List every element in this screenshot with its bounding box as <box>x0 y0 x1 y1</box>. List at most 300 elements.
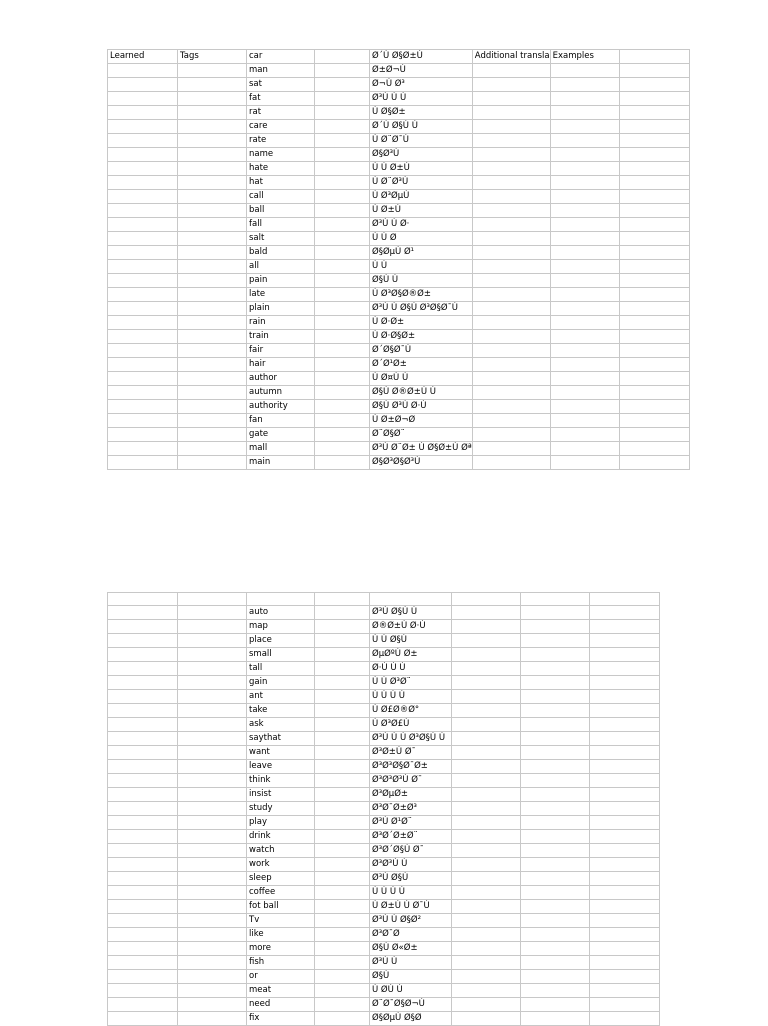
table-cell[interactable]: Ø³Ù Ø¹Ø¨ <box>370 816 452 830</box>
table-cell[interactable] <box>178 400 247 414</box>
table-cell[interactable] <box>452 984 521 998</box>
table-cell[interactable]: more <box>247 942 315 956</box>
table-cell[interactable] <box>108 120 178 134</box>
table-cell[interactable] <box>590 802 660 816</box>
table-cell[interactable] <box>472 344 550 358</box>
table-cell[interactable] <box>619 456 689 470</box>
table-cell[interactable] <box>619 386 689 400</box>
table-cell[interactable] <box>472 414 550 428</box>
table-cell[interactable] <box>521 593 590 606</box>
table-cell[interactable]: Ø§ØµÙ Ø§Ø <box>370 1012 452 1026</box>
table-cell[interactable] <box>550 302 619 316</box>
table-cell[interactable] <box>550 274 619 288</box>
table-cell[interactable] <box>452 732 521 746</box>
table-cell[interactable] <box>247 593 315 606</box>
table-cell[interactable] <box>315 232 370 246</box>
table-cell[interactable] <box>178 358 247 372</box>
table-cell[interactable] <box>178 942 247 956</box>
table-cell[interactable] <box>472 232 550 246</box>
table-cell[interactable] <box>619 428 689 442</box>
table-cell[interactable] <box>619 78 689 92</box>
table-cell[interactable] <box>108 442 178 456</box>
table-cell[interactable] <box>452 634 521 648</box>
table-cell[interactable] <box>108 344 178 358</box>
table-cell[interactable] <box>178 830 247 844</box>
table-cell[interactable] <box>178 788 247 802</box>
table-cell[interactable] <box>521 718 590 732</box>
table-cell[interactable] <box>521 844 590 858</box>
table-cell[interactable] <box>108 232 178 246</box>
table-cell[interactable] <box>315 176 370 190</box>
table-cell[interactable]: Ø³Ø¯Ø <box>370 928 452 942</box>
table-cell[interactable] <box>472 330 550 344</box>
table-cell[interactable] <box>108 414 178 428</box>
table-cell[interactable] <box>619 302 689 316</box>
table-cell[interactable] <box>178 774 247 788</box>
table-cell[interactable]: authority <box>247 400 315 414</box>
table-cell[interactable] <box>619 232 689 246</box>
table-cell[interactable] <box>315 344 370 358</box>
table-cell[interactable] <box>315 914 370 928</box>
table-cell[interactable] <box>315 900 370 914</box>
table-cell[interactable]: Ø§ØµÙ Ø¹ <box>370 246 473 260</box>
table-cell[interactable]: Ù Ù <box>370 260 473 274</box>
table-cell[interactable] <box>619 442 689 456</box>
table-cell[interactable] <box>108 92 178 106</box>
table-cell[interactable] <box>315 50 370 64</box>
table-cell[interactable] <box>178 816 247 830</box>
table-cell[interactable] <box>178 858 247 872</box>
table-cell[interactable] <box>521 676 590 690</box>
table-cell[interactable] <box>521 802 590 816</box>
table-cell[interactable] <box>178 648 247 662</box>
table-cell[interactable] <box>472 176 550 190</box>
table-cell[interactable] <box>521 690 590 704</box>
table-cell[interactable] <box>550 78 619 92</box>
table-cell[interactable]: fall <box>247 218 315 232</box>
table-cell[interactable] <box>619 134 689 148</box>
table-cell[interactable]: Ù Ø¨Ø¯Ù <box>370 134 473 148</box>
table-cell[interactable] <box>472 302 550 316</box>
table-cell[interactable] <box>550 120 619 134</box>
table-cell[interactable]: Ø§Ù Ø³Ù Ø·Ù <box>370 400 473 414</box>
table-cell[interactable] <box>178 900 247 914</box>
table-cell[interactable] <box>590 844 660 858</box>
table-cell[interactable] <box>521 606 590 620</box>
table-cell[interactable] <box>452 690 521 704</box>
table-cell[interactable] <box>315 106 370 120</box>
table-cell[interactable]: Tags <box>178 50 247 64</box>
table-cell[interactable] <box>108 400 178 414</box>
table-cell[interactable]: coffee <box>247 886 315 900</box>
table-cell[interactable] <box>590 718 660 732</box>
table-cell[interactable]: gain <box>247 676 315 690</box>
table-cell[interactable] <box>108 816 178 830</box>
table-cell[interactable]: author <box>247 372 315 386</box>
table-cell[interactable] <box>178 330 247 344</box>
table-cell[interactable] <box>315 956 370 970</box>
table-cell[interactable] <box>550 134 619 148</box>
table-cell[interactable] <box>521 942 590 956</box>
table-cell[interactable] <box>521 620 590 634</box>
table-cell[interactable] <box>108 330 178 344</box>
table-cell[interactable] <box>521 774 590 788</box>
table-cell[interactable] <box>108 928 178 942</box>
table-cell[interactable]: Ø³Ø±Ù Ø¯ <box>370 746 452 760</box>
table-cell[interactable] <box>590 942 660 956</box>
table-cell[interactable]: place <box>247 634 315 648</box>
table-cell[interactable] <box>452 593 521 606</box>
table-cell[interactable] <box>521 830 590 844</box>
table-cell[interactable] <box>452 886 521 900</box>
table-cell[interactable]: Ø³Ù Ù Ø§Ù Ø³Ø§Ø¯Ù <box>370 302 473 316</box>
table-cell[interactable] <box>315 288 370 302</box>
table-cell[interactable]: Ø¬Ù Ø³ <box>370 78 473 92</box>
table-cell[interactable] <box>521 914 590 928</box>
table-cell[interactable]: Ù Ø±Ù Ù Ø¯Ù <box>370 900 452 914</box>
table-cell[interactable]: Ø³Ù Ù Ù Ø³Ø§Ù Ù <box>370 732 452 746</box>
table-cell[interactable]: take <box>247 704 315 718</box>
table-cell[interactable] <box>178 232 247 246</box>
table-cell[interactable] <box>178 984 247 998</box>
table-cell[interactable]: small <box>247 648 315 662</box>
table-cell[interactable] <box>108 190 178 204</box>
table-cell[interactable]: Ø³Ù Ø§Ù Ù <box>370 606 452 620</box>
table-cell[interactable] <box>108 316 178 330</box>
table-cell[interactable] <box>619 148 689 162</box>
table-cell[interactable]: Ø´Ø§Ø¯Ù <box>370 344 473 358</box>
table-cell[interactable]: drink <box>247 830 315 844</box>
table-cell[interactable] <box>178 316 247 330</box>
table-cell[interactable] <box>619 64 689 78</box>
table-cell[interactable] <box>521 746 590 760</box>
table-cell[interactable] <box>108 456 178 470</box>
table-cell[interactable] <box>178 428 247 442</box>
table-cell[interactable] <box>108 998 178 1012</box>
table-cell[interactable] <box>108 78 178 92</box>
table-cell[interactable] <box>108 760 178 774</box>
table-cell[interactable] <box>590 970 660 984</box>
table-cell[interactable] <box>452 746 521 760</box>
table-cell[interactable]: Ø³Ù Ù Ø· <box>370 218 473 232</box>
table-cell[interactable] <box>550 414 619 428</box>
table-cell[interactable]: meat <box>247 984 315 998</box>
table-cell[interactable] <box>619 344 689 358</box>
table-cell[interactable] <box>178 593 247 606</box>
table-cell[interactable] <box>521 886 590 900</box>
table-cell[interactable]: main <box>247 456 315 470</box>
table-cell[interactable] <box>315 190 370 204</box>
table-cell[interactable] <box>108 428 178 442</box>
table-cell[interactable] <box>521 788 590 802</box>
table-cell[interactable]: fan <box>247 414 315 428</box>
table-cell[interactable]: Ù Ø³Ø£Ù <box>370 718 452 732</box>
table-cell[interactable] <box>315 330 370 344</box>
table-cell[interactable] <box>472 428 550 442</box>
table-cell[interactable] <box>472 148 550 162</box>
table-cell[interactable]: Ù Ù Ø³Ø¨ <box>370 676 452 690</box>
table-cell[interactable] <box>178 120 247 134</box>
table-cell[interactable] <box>550 260 619 274</box>
table-cell[interactable] <box>619 92 689 106</box>
table-cell[interactable] <box>315 718 370 732</box>
table-cell[interactable]: hate <box>247 162 315 176</box>
table-cell[interactable] <box>178 760 247 774</box>
table-cell[interactable]: pain <box>247 274 315 288</box>
table-cell[interactable] <box>315 998 370 1012</box>
table-cell[interactable] <box>315 274 370 288</box>
table-cell[interactable]: or <box>247 970 315 984</box>
table-cell[interactable] <box>315 942 370 956</box>
table-cell[interactable] <box>108 176 178 190</box>
table-cell[interactable] <box>315 246 370 260</box>
table-cell[interactable] <box>619 400 689 414</box>
table-cell[interactable] <box>590 704 660 718</box>
table-cell[interactable] <box>108 746 178 760</box>
table-cell[interactable]: Ø§Ù Ù <box>370 274 473 288</box>
table-cell[interactable]: think <box>247 774 315 788</box>
table-cell[interactable] <box>619 288 689 302</box>
table-cell[interactable] <box>590 998 660 1012</box>
table-cell[interactable] <box>550 162 619 176</box>
table-cell[interactable]: call <box>247 190 315 204</box>
table-cell[interactable] <box>619 316 689 330</box>
table-cell[interactable] <box>178 162 247 176</box>
table-cell[interactable] <box>590 984 660 998</box>
table-cell[interactable]: Ø±Ø¬Ù <box>370 64 473 78</box>
table-cell[interactable] <box>108 718 178 732</box>
table-cell[interactable] <box>178 676 247 690</box>
table-cell[interactable] <box>108 858 178 872</box>
table-cell[interactable] <box>472 386 550 400</box>
table-cell[interactable] <box>619 204 689 218</box>
table-cell[interactable]: Ù Ù Ø±Ù <box>370 162 473 176</box>
table-cell[interactable] <box>521 872 590 886</box>
table-cell[interactable] <box>452 858 521 872</box>
table-cell[interactable]: name <box>247 148 315 162</box>
table-cell[interactable] <box>315 732 370 746</box>
table-cell[interactable] <box>315 928 370 942</box>
table-cell[interactable] <box>178 414 247 428</box>
table-cell[interactable]: man <box>247 64 315 78</box>
table-cell[interactable]: Ø·Ù Ù Ù <box>370 662 452 676</box>
table-cell[interactable] <box>452 774 521 788</box>
table-cell[interactable] <box>590 774 660 788</box>
table-cell[interactable] <box>108 886 178 900</box>
table-cell[interactable] <box>472 260 550 274</box>
table-cell[interactable]: Ù Ù Ø <box>370 232 473 246</box>
table-cell[interactable] <box>452 942 521 956</box>
table-cell[interactable] <box>590 858 660 872</box>
table-cell[interactable]: Ø³Ø´Ø±Ø¨ <box>370 830 452 844</box>
table-cell[interactable]: Ø³Ù Ø¨Ø± Ù Ø§Ø±Ù Øª <box>370 442 473 456</box>
table-cell[interactable]: Ø³Ø³Ø³Ù Ø¯ <box>370 774 452 788</box>
table-cell[interactable] <box>108 246 178 260</box>
table-cell[interactable] <box>178 218 247 232</box>
table-cell[interactable] <box>452 620 521 634</box>
table-cell[interactable] <box>315 858 370 872</box>
table-cell[interactable] <box>521 998 590 1012</box>
table-cell[interactable]: Ù ØÙ Ù <box>370 984 452 998</box>
table-cell[interactable]: map <box>247 620 315 634</box>
table-cell[interactable] <box>315 386 370 400</box>
table-cell[interactable] <box>550 64 619 78</box>
table-cell[interactable] <box>178 106 247 120</box>
table-cell[interactable]: Ø³Ø³Ø§Ø¯Ø± <box>370 760 452 774</box>
table-cell[interactable] <box>178 844 247 858</box>
table-cell[interactable]: Ù Ù Ù Ù <box>370 886 452 900</box>
table-cell[interactable] <box>590 914 660 928</box>
table-cell[interactable] <box>472 64 550 78</box>
table-cell[interactable] <box>315 302 370 316</box>
table-cell[interactable] <box>452 718 521 732</box>
table-cell[interactable]: rate <box>247 134 315 148</box>
table-cell[interactable]: Ø³Ø´Ø§Ù Ø¯ <box>370 844 452 858</box>
table-cell[interactable] <box>315 746 370 760</box>
table-cell[interactable]: ask <box>247 718 315 732</box>
table-cell[interactable] <box>590 816 660 830</box>
table-cell[interactable] <box>315 634 370 648</box>
table-cell[interactable] <box>472 288 550 302</box>
table-cell[interactable] <box>370 593 452 606</box>
table-cell[interactable]: Ø´Ø¹Ø± <box>370 358 473 372</box>
table-cell[interactable] <box>108 620 178 634</box>
table-cell[interactable] <box>178 690 247 704</box>
table-cell[interactable]: watch <box>247 844 315 858</box>
table-cell[interactable] <box>178 732 247 746</box>
table-cell[interactable] <box>619 246 689 260</box>
table-cell[interactable] <box>315 134 370 148</box>
table-cell[interactable]: Learned <box>108 50 178 64</box>
table-cell[interactable] <box>315 316 370 330</box>
table-cell[interactable]: Ø³Ø³Ù Ù <box>370 858 452 872</box>
table-cell[interactable] <box>550 92 619 106</box>
table-cell[interactable]: mall <box>247 442 315 456</box>
table-cell[interactable]: gate <box>247 428 315 442</box>
table-cell[interactable] <box>315 120 370 134</box>
table-cell[interactable] <box>550 442 619 456</box>
table-cell[interactable] <box>108 148 178 162</box>
table-cell[interactable] <box>452 816 521 830</box>
table-cell[interactable] <box>108 942 178 956</box>
table-cell[interactable] <box>178 288 247 302</box>
table-cell[interactable]: train <box>247 330 315 344</box>
table-cell[interactable] <box>452 648 521 662</box>
table-cell[interactable] <box>108 914 178 928</box>
table-cell[interactable] <box>315 148 370 162</box>
table-cell[interactable] <box>590 956 660 970</box>
table-cell[interactable] <box>178 998 247 1012</box>
table-cell[interactable]: Ø®Ø±Ù Ø·Ù <box>370 620 452 634</box>
table-cell[interactable] <box>108 274 178 288</box>
table-cell[interactable] <box>521 816 590 830</box>
table-cell[interactable] <box>521 956 590 970</box>
table-cell[interactable] <box>452 760 521 774</box>
table-cell[interactable] <box>590 662 660 676</box>
table-cell[interactable]: Ù Ø·Ø§Ø± <box>370 330 473 344</box>
table-cell[interactable] <box>590 900 660 914</box>
table-cell[interactable] <box>550 386 619 400</box>
table-cell[interactable] <box>108 218 178 232</box>
table-cell[interactable] <box>315 620 370 634</box>
table-cell[interactable] <box>178 246 247 260</box>
table-cell[interactable] <box>472 120 550 134</box>
table-cell[interactable] <box>590 886 660 900</box>
table-cell[interactable]: care <box>247 120 315 134</box>
table-cell[interactable] <box>108 662 178 676</box>
table-cell[interactable] <box>315 704 370 718</box>
table-cell[interactable]: sleep <box>247 872 315 886</box>
table-cell[interactable]: ant <box>247 690 315 704</box>
table-cell[interactable] <box>108 606 178 620</box>
table-cell[interactable] <box>590 830 660 844</box>
table-cell[interactable] <box>521 662 590 676</box>
table-cell[interactable] <box>550 372 619 386</box>
table-cell[interactable] <box>619 162 689 176</box>
table-cell[interactable] <box>108 872 178 886</box>
table-cell[interactable] <box>315 886 370 900</box>
table-cell[interactable]: fot ball <box>247 900 315 914</box>
table-cell[interactable] <box>550 288 619 302</box>
table-cell[interactable]: insist <box>247 788 315 802</box>
table-cell[interactable] <box>178 190 247 204</box>
table-cell[interactable] <box>452 928 521 942</box>
table-cell[interactable] <box>178 662 247 676</box>
table-cell[interactable] <box>315 774 370 788</box>
table-cell[interactable] <box>590 760 660 774</box>
table-cell[interactable] <box>178 914 247 928</box>
table-cell[interactable]: all <box>247 260 315 274</box>
table-cell[interactable]: Ù Ø¤Ù Ù <box>370 372 473 386</box>
table-cell[interactable] <box>315 162 370 176</box>
table-cell[interactable] <box>315 662 370 676</box>
table-cell[interactable] <box>108 106 178 120</box>
table-cell[interactable] <box>108 690 178 704</box>
table-cell[interactable]: hair <box>247 358 315 372</box>
table-cell[interactable]: Ø§Ø³Ø§Ø³Ù <box>370 456 473 470</box>
table-cell[interactable] <box>590 676 660 690</box>
table-cell[interactable] <box>178 344 247 358</box>
table-cell[interactable] <box>452 704 521 718</box>
table-cell[interactable] <box>472 218 550 232</box>
table-cell[interactable]: leave <box>247 760 315 774</box>
table-cell[interactable] <box>550 330 619 344</box>
table-cell[interactable]: Tv <box>247 914 315 928</box>
table-cell[interactable] <box>315 358 370 372</box>
table-cell[interactable] <box>550 428 619 442</box>
table-cell[interactable]: Ø³Ù Ø§Ù <box>370 872 452 886</box>
table-cell[interactable] <box>315 414 370 428</box>
table-cell[interactable] <box>590 732 660 746</box>
table-cell[interactable] <box>178 456 247 470</box>
table-cell[interactable] <box>178 802 247 816</box>
table-cell[interactable] <box>178 204 247 218</box>
table-cell[interactable] <box>590 634 660 648</box>
table-cell[interactable] <box>590 620 660 634</box>
table-cell[interactable] <box>108 204 178 218</box>
table-cell[interactable]: Ø¨Ø¯Ø§Ø¬Ù <box>370 998 452 1012</box>
table-cell[interactable] <box>472 92 550 106</box>
table-cell[interactable]: rain <box>247 316 315 330</box>
table-cell[interactable] <box>452 872 521 886</box>
table-cell[interactable] <box>550 456 619 470</box>
table-cell[interactable] <box>108 372 178 386</box>
table-cell[interactable] <box>178 442 247 456</box>
table-cell[interactable] <box>472 106 550 120</box>
table-cell[interactable]: car <box>247 50 315 64</box>
table-cell[interactable]: Ù Ø£Ø®Ø° <box>370 704 452 718</box>
table-cell[interactable]: Additional transla <box>472 50 550 64</box>
